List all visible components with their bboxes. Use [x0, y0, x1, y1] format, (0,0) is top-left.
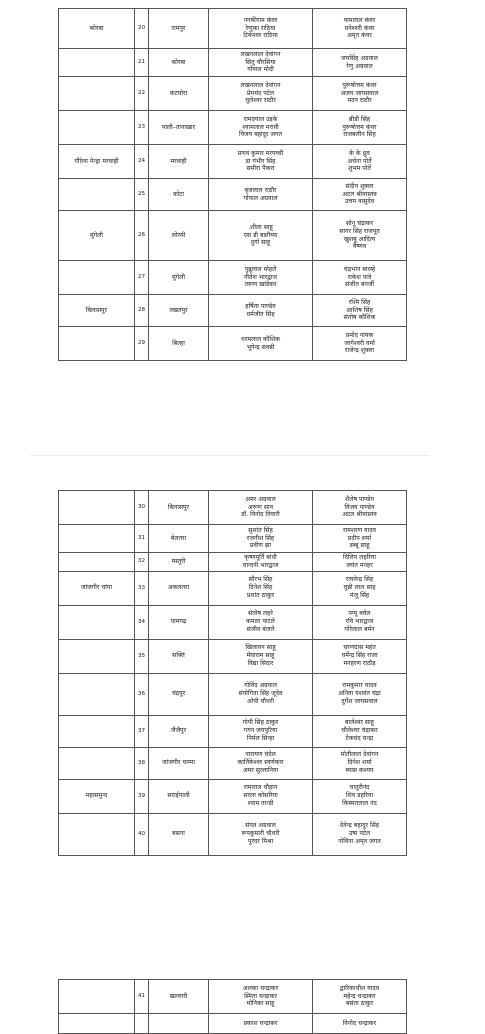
- bjp-candidates-cell: [209, 77, 313, 111]
- bjp-candidates-cell: [209, 673, 313, 715]
- constituency-cell: सराईपाली: [149, 779, 209, 813]
- serial-number-cell: 39: [135, 779, 149, 813]
- candidate-name: राजेन्द्र शुक्ला: [344, 347, 375, 355]
- bjp-candidates-cell: [209, 261, 313, 295]
- candidate-name: धर्मजीत सिंह: [246, 310, 275, 318]
- candidate-name: गोविंद अग्रवाल: [244, 682, 277, 690]
- district-cell: [59, 179, 135, 211]
- table-row: [59, 491, 407, 525]
- constituency-cell: बिलासपुर: [149, 491, 209, 525]
- candidate-name: अटल श्रीवास्तव: [342, 190, 377, 198]
- candidate-name: संपत अग्रवाल: [245, 822, 276, 830]
- candidate-name: पप्पू बघेल: [348, 610, 371, 618]
- candidate-name: विजय पाण्डेय: [344, 503, 375, 511]
- congress-candidates-cell: [313, 571, 407, 605]
- candidate-name: अलका चन्द्राकर: [242, 984, 279, 992]
- district-cell: कोरबा: [59, 9, 135, 49]
- candidate-name: आशिष सिंह: [346, 306, 373, 314]
- candidate-name: अरूण साव: [247, 503, 274, 511]
- congress-candidates-cell: [313, 211, 407, 261]
- bjp-candidates-cell: [209, 179, 313, 211]
- candidate-name: चातुरीनंद: [349, 784, 370, 792]
- candidate-name: धरमलाल कौशिक: [241, 335, 280, 343]
- candidate-name: नारायण चंदेल: [245, 751, 276, 759]
- serial-number-cell: 24: [135, 145, 149, 179]
- district-cell: जांजगीर चांपा: [59, 571, 135, 605]
- table-row: [59, 295, 407, 327]
- serial-number-cell: 38: [135, 747, 149, 779]
- candidate-name: प्रमोद नायक: [345, 331, 374, 339]
- table-row: [59, 639, 407, 673]
- constituency-cell: मुंगेली: [149, 261, 209, 295]
- congress-candidates-cell: [313, 715, 407, 747]
- district-cell: [59, 525, 135, 553]
- candidate-name: पुरूषोत्तम कंवर: [342, 81, 377, 89]
- candidate-name: सोनू चंद्राकर: [345, 219, 374, 227]
- table-row: [59, 9, 407, 49]
- candidate-name: प्रशांत ठाकुर: [246, 592, 275, 600]
- candidate-name: रजनीश सिंह: [246, 534, 275, 542]
- serial-number-cell: 29: [135, 327, 149, 361]
- candidate-name: राकेश पात्रे: [347, 273, 372, 281]
- district-cell: [59, 980, 135, 1014]
- candidate-name: बसंता ठाकुर: [345, 1000, 374, 1008]
- candidate-name: गगन जयपुरिया: [243, 727, 278, 735]
- candidate-name: दिनेश सिंह: [248, 584, 273, 592]
- bjp-candidates-cell: [209, 779, 313, 813]
- candidate-name: अमर सुल्तानिया: [242, 767, 279, 775]
- congress-candidates-cell: [313, 491, 407, 525]
- candidate-name: के के ध्रुव: [349, 149, 370, 157]
- candidate-name: रूपकुमारी चौधरी: [241, 830, 280, 838]
- serial-number-cell: 37: [135, 715, 149, 747]
- bjp-candidates-cell: [209, 980, 313, 1014]
- bjp-candidates-cell: [209, 571, 313, 605]
- serial-number-cell: 32: [135, 553, 149, 572]
- candidate-name: लखनलाल देवांगन: [240, 50, 281, 58]
- candidate-name: संदीप शुक्ला: [345, 182, 374, 190]
- congress-candidates-cell: [313, 261, 407, 295]
- candidate-name: चरणदास महंत: [343, 644, 376, 652]
- candidate-name: संजीव बंजारे: [246, 626, 275, 634]
- district-cell: [59, 747, 135, 779]
- candidate-name: रामकुमार यादव: [342, 682, 377, 690]
- congress-candidates-cell: [313, 605, 407, 639]
- candidate-name: महेन्द्र चन्द्राकर: [343, 992, 376, 1000]
- candidate-name: ब्रीडी सिंह: [348, 115, 371, 123]
- candidate-name: मोतीलाल देवांगन: [340, 751, 379, 759]
- candidate-name: सरला कोसरिया: [243, 792, 278, 800]
- candidate-name: बृजलाल राठौर: [244, 186, 277, 194]
- district-cell: [59, 327, 135, 361]
- constituency-cell: बिल्हा: [149, 327, 209, 361]
- serial-number-cell: 41: [135, 980, 149, 1014]
- candidate-name: समीरा पैकरा: [246, 165, 275, 173]
- constituency-cell: जैजैपुर: [149, 715, 209, 747]
- serial-number-cell: 30: [135, 491, 149, 525]
- candidate-name: उषा पटेल: [348, 830, 371, 838]
- bjp-candidates-cell: [209, 605, 313, 639]
- constituency-cell: लोरमी: [149, 211, 209, 261]
- candidate-name: अनिता यशवंत चंद्रा: [338, 690, 381, 698]
- district-cell: [59, 673, 135, 715]
- candidate-name: सितु चौरसिया: [245, 58, 276, 66]
- district-cell: बिलासपुर: [59, 295, 135, 327]
- candidate-name: अजय जायसवाल: [340, 89, 379, 97]
- candidate-name: .शीला साहू: [248, 223, 273, 231]
- candidate-name: नोविना अमृत जगत: [338, 838, 381, 846]
- district-cell: [59, 639, 135, 673]
- candidate-name: गोपी सिंह ठाकुर: [242, 719, 279, 727]
- candidate-name: सुशांत सिंह: [248, 526, 273, 534]
- candidate-name: जयसिंह अग्रवाल: [341, 54, 378, 62]
- congress-candidates-cell: [313, 525, 407, 553]
- congress-candidates-cell: [313, 179, 407, 211]
- bjp-candidates-cell: [209, 327, 313, 361]
- candidate-name: संतोष लहरे: [248, 610, 273, 618]
- bjp-candidates-cell: [209, 639, 313, 673]
- bjp-candidates-cell: [209, 145, 313, 179]
- serial-number-cell: 28: [135, 295, 149, 327]
- candidate-name: विनोद चन्द्राकर: [342, 1019, 377, 1027]
- constituency-cell: अकलतरा: [149, 571, 209, 605]
- candidate-name: गोपाल अग्रवाल: [243, 194, 278, 202]
- congress-candidates-cell: [313, 145, 407, 179]
- candidate-name: शिव डहरिया: [345, 792, 374, 800]
- constituency-cell: पाली–तानाखार: [149, 111, 209, 145]
- serial-number-cell: 21: [135, 49, 149, 77]
- candidate-name: चुलेश्वर राठौर: [245, 97, 276, 105]
- district-cell: महासमुन्द: [59, 779, 135, 813]
- table-body: [59, 491, 407, 856]
- candidate-name: श्यामलाल मरावी: [242, 123, 279, 131]
- table-body: [59, 9, 407, 361]
- candidate-name: अर्चना पोर्ते: [347, 157, 372, 165]
- candidate-name: नीतेश भारद्वाज: [244, 273, 277, 281]
- candidate-name: मेघाराम साहू: [246, 652, 275, 660]
- candidate-name: किस्मतलाल नंद: [342, 800, 377, 808]
- district-cell: [59, 715, 135, 747]
- congress-candidates-cell: [313, 813, 407, 855]
- table-row: [59, 553, 407, 572]
- congress-candidates-cell: [313, 327, 407, 361]
- candidate-name: यामलाल कंवर: [343, 16, 376, 24]
- district-cell: [59, 261, 135, 295]
- constituency-cell: मरवाही: [149, 145, 209, 179]
- candidate-name: धनेश्वरी कंवर: [344, 24, 375, 32]
- candidate-name: स्मिता चन्द्राकर: [244, 992, 277, 1000]
- candidate-name: राजबलीन सिंह: [343, 131, 376, 139]
- district-cell: [59, 111, 135, 145]
- congress-candidates-cell: [313, 673, 407, 715]
- congress-candidates-cell: [313, 295, 407, 327]
- constituency-cell: पामगढ़: [149, 605, 209, 639]
- bjp-candidates-cell: [209, 111, 313, 145]
- candidate-name: संजीत बनर्जी: [344, 281, 375, 289]
- serial-number-cell: 20: [135, 9, 149, 49]
- congress-candidates-cell: [313, 779, 407, 813]
- candidate-name: प्रवीण झा: [249, 542, 272, 550]
- table-row: [59, 179, 407, 211]
- table-row: [59, 715, 407, 747]
- table-row: [59, 211, 407, 261]
- candidate-name: कृष्णमूर्ति बांधी: [244, 554, 277, 561]
- candidate-name: राघवेन्द्र सिंह: [345, 576, 374, 584]
- candidate-name: मनहरण राठौड़: [343, 660, 376, 668]
- candidate-table-page-2: [58, 490, 407, 856]
- serial-number-cell: 40: [135, 813, 149, 855]
- candidate-name: संयोगिता सिंह जूदेव: [238, 690, 283, 698]
- table-row: [59, 77, 407, 111]
- candidate-table-page-1: [58, 8, 407, 361]
- candidate-name: पुन्नूलाल मोहले: [244, 265, 277, 273]
- constituency-cell: कोटा: [149, 179, 209, 211]
- bjp-candidates-cell: [209, 295, 313, 327]
- candidate-name: रामलाल चौहान: [243, 784, 278, 792]
- candidate-table-page-3: [58, 979, 407, 1034]
- candidate-name: बालेश्वर साहू: [345, 719, 374, 727]
- candidate-name: कार्तिकेश्वर स्वर्णकार: [237, 759, 284, 767]
- candidate-name: सागर सिंह राजपूत: [339, 227, 380, 235]
- candidate-name: पुरंदर मिश्रा: [247, 838, 274, 846]
- candidate-name: चान्दनी भारद्वाज: [242, 561, 279, 569]
- candidate-name: चुन्नी लाल साह: [343, 584, 376, 592]
- congress-candidates-cell: [313, 747, 407, 779]
- candidate-name: सौरभ सिंह: [248, 576, 273, 584]
- bjp-candidates-cell: [209, 211, 313, 261]
- table-row: [59, 49, 407, 77]
- table-body: [59, 980, 407, 1034]
- candidate-name: विद्या सिदार: [247, 660, 274, 668]
- candidate-name: रश्मि सिंह: [348, 298, 371, 306]
- candidate-name: जागेश्वरी वर्मा: [344, 339, 375, 347]
- serial-number-cell: 31: [135, 525, 149, 553]
- candidate-name: प्रणव कुमार मरपच्ची: [237, 149, 284, 157]
- candidate-name: रवि भारद्वाज: [345, 618, 374, 626]
- candidate-name: डॉ. विनोद तिवारी: [241, 511, 280, 519]
- candidate-name: अटल श्रीवास्तव: [342, 511, 377, 519]
- constituency-cell: मस्तुरी: [149, 553, 209, 572]
- constituency-cell: सक्ति: [149, 639, 209, 673]
- candidate-name: कमला पाटले: [246, 618, 275, 626]
- candidate-name: मंजू सिंह: [349, 592, 370, 600]
- candidate-name: भूपेन्द्र सवन्नी: [246, 343, 275, 351]
- bjp-candidates-cell: [209, 525, 313, 553]
- serial-number-cell: 35: [135, 639, 149, 673]
- candidate-name: रामदयाल उइके: [243, 115, 278, 123]
- district-cell: [59, 813, 135, 855]
- table-row: [59, 747, 407, 779]
- candidate-name: चौलेश्वर चंद्राकर: [341, 727, 378, 735]
- candidate-name: पुरूषोत्तम कंवर: [342, 123, 377, 131]
- candidate-name: गोपाल मोदी: [247, 66, 274, 74]
- candidate-name: दिलिप लहरिया: [343, 554, 376, 561]
- candidate-name: प्रदीप शर्मा: [347, 534, 372, 542]
- table-row: [59, 673, 407, 715]
- candidate-name: शुभम पोर्ते: [348, 165, 371, 173]
- candidate-name: तरूण खांडेकर: [244, 281, 277, 289]
- candidate-name: दिनेश शर्मा: [347, 759, 372, 767]
- constituency-cell: कोरबा: [149, 49, 209, 77]
- bjp-candidates-cell: [209, 49, 313, 77]
- candidate-name: टिकेश्वर राठिया: [243, 32, 278, 40]
- candidate-name: विजय बहादुर जगत: [239, 131, 282, 139]
- candidate-name: टेकचंद चन्द्रा: [345, 735, 374, 743]
- table-row: [59, 525, 407, 553]
- candidate-name: निर्मल सिन्हा: [246, 735, 275, 743]
- candidate-name: गोरेलाल बर्मन: [344, 626, 375, 634]
- district-cell: [59, 553, 135, 572]
- candidate-name: लखनलाल देवांगन: [240, 81, 281, 89]
- district-cell: [59, 77, 135, 111]
- candidate-name: रामशरण यादव: [343, 526, 376, 534]
- candidate-name: द्वारिकाधीश यादव: [339, 984, 380, 992]
- serial-number-cell: 36: [135, 673, 149, 715]
- congress-candidates-cell: [313, 77, 407, 111]
- candidate-name: दुर्गा साहू: [250, 239, 271, 247]
- candidate-name: अमर अग्रवाल: [245, 495, 276, 503]
- candidate-name: प्रकाश चन्द्राकर: [243, 1019, 278, 1027]
- district-cell: [59, 491, 135, 525]
- candidate-name: दुर्गेश जायसवाल: [341, 698, 378, 706]
- congress-candidates-cell: [313, 111, 407, 145]
- candidate-name: अमृत कंवर: [347, 32, 372, 40]
- table-row: [59, 980, 407, 1014]
- constituency-cell: बेलतरा: [149, 525, 209, 553]
- bjp-candidates-cell: [209, 491, 313, 525]
- serial-number-cell: 26: [135, 211, 149, 261]
- serial-number-cell: 34: [135, 605, 149, 639]
- table-row: [59, 605, 407, 639]
- bjp-candidates-cell: [209, 715, 313, 747]
- candidate-name: संतोष कौशिक: [343, 314, 376, 322]
- constituency-cell: खल्लारी: [149, 980, 209, 1014]
- district-cell: मुंगेली: [59, 211, 135, 261]
- bjp-candidates-cell: [209, 553, 313, 572]
- bjp-candidates-cell: [209, 813, 313, 855]
- congress-candidates-cell: [313, 49, 407, 77]
- serial-number-cell: 22: [135, 77, 149, 111]
- candidate-name: ब्यास कश्यप: [345, 767, 374, 775]
- district-cell: [59, 605, 135, 639]
- serial-number-cell: 33: [135, 571, 149, 605]
- bjp-candidates-cell: [209, 9, 313, 49]
- congress-candidates-cell: [313, 9, 407, 49]
- serial-number-cell: 23: [135, 111, 149, 145]
- candidate-name: डा गंभीर सिंह: [245, 157, 276, 165]
- candidate-name: शैलेष पाण्डेय: [345, 495, 374, 503]
- candidate-name: मोनिका साहू: [246, 1000, 275, 1008]
- candidate-name: श्याम तान्डी: [247, 800, 274, 808]
- constituency-cell: कटघोरा: [149, 77, 209, 111]
- candidate-name: वैष्णव: [352, 243, 367, 251]
- bjp-candidates-cell: [209, 747, 313, 779]
- constituency-cell: जांजगीर चाम्पा: [149, 747, 209, 779]
- table-row: [59, 261, 407, 295]
- congress-candidates-cell: [313, 553, 407, 572]
- candidate-name: रेणु अग्रवाल: [346, 62, 373, 70]
- candidate-name: एस डी बडगैय्या: [243, 231, 278, 239]
- candidate-name: मदन राठौर: [347, 97, 372, 105]
- page-separator: [30, 455, 430, 456]
- district-cell: गौरेला पेन्ड्रा मरवाही: [59, 145, 135, 179]
- table-row: [59, 327, 407, 361]
- candidate-name: देवेन्द्र बहादुर सिंह: [339, 822, 380, 830]
- table-row: [59, 779, 407, 813]
- table-row: [59, 813, 407, 855]
- serial-number-cell: 27: [135, 261, 149, 295]
- constituency-cell: तखतपुर: [149, 295, 209, 327]
- constituency-cell: बसना: [149, 813, 209, 855]
- constituency-cell: रामपुर: [149, 9, 209, 49]
- congress-candidates-cell: [313, 980, 407, 1014]
- candidate-name: रेणुका राठिया: [245, 24, 276, 32]
- congress-candidates-cell: [313, 639, 407, 673]
- candidate-name: ननकीराम कंवर: [243, 16, 278, 24]
- candidate-name: धर्मेन्द्र सिंह राजा: [341, 652, 378, 660]
- candidate-name: हर्षिता पाण्डेय: [245, 302, 276, 310]
- candidate-name: चंद्रभान बारम्हे: [343, 265, 376, 273]
- candidate-name: ओपी चौधरी: [247, 698, 274, 706]
- table-row: [59, 111, 407, 145]
- candidate-name: खुशबू आदित्य: [343, 235, 376, 243]
- candidate-name: खिलावन साहू: [245, 644, 276, 652]
- constituency-cell: चंद्रपुर: [149, 673, 209, 715]
- serial-number-cell: 25: [135, 179, 149, 211]
- district-cell: [59, 49, 135, 77]
- table-row: [59, 571, 407, 605]
- table-row: [59, 145, 407, 179]
- candidate-name: जयंत मनहर: [346, 561, 373, 569]
- candidate-name: उत्तम वासुदेव: [344, 198, 375, 206]
- candidate-name: डब्बू साहू: [349, 542, 370, 550]
- candidate-name: प्रेमचंद पटेल: [246, 89, 275, 97]
